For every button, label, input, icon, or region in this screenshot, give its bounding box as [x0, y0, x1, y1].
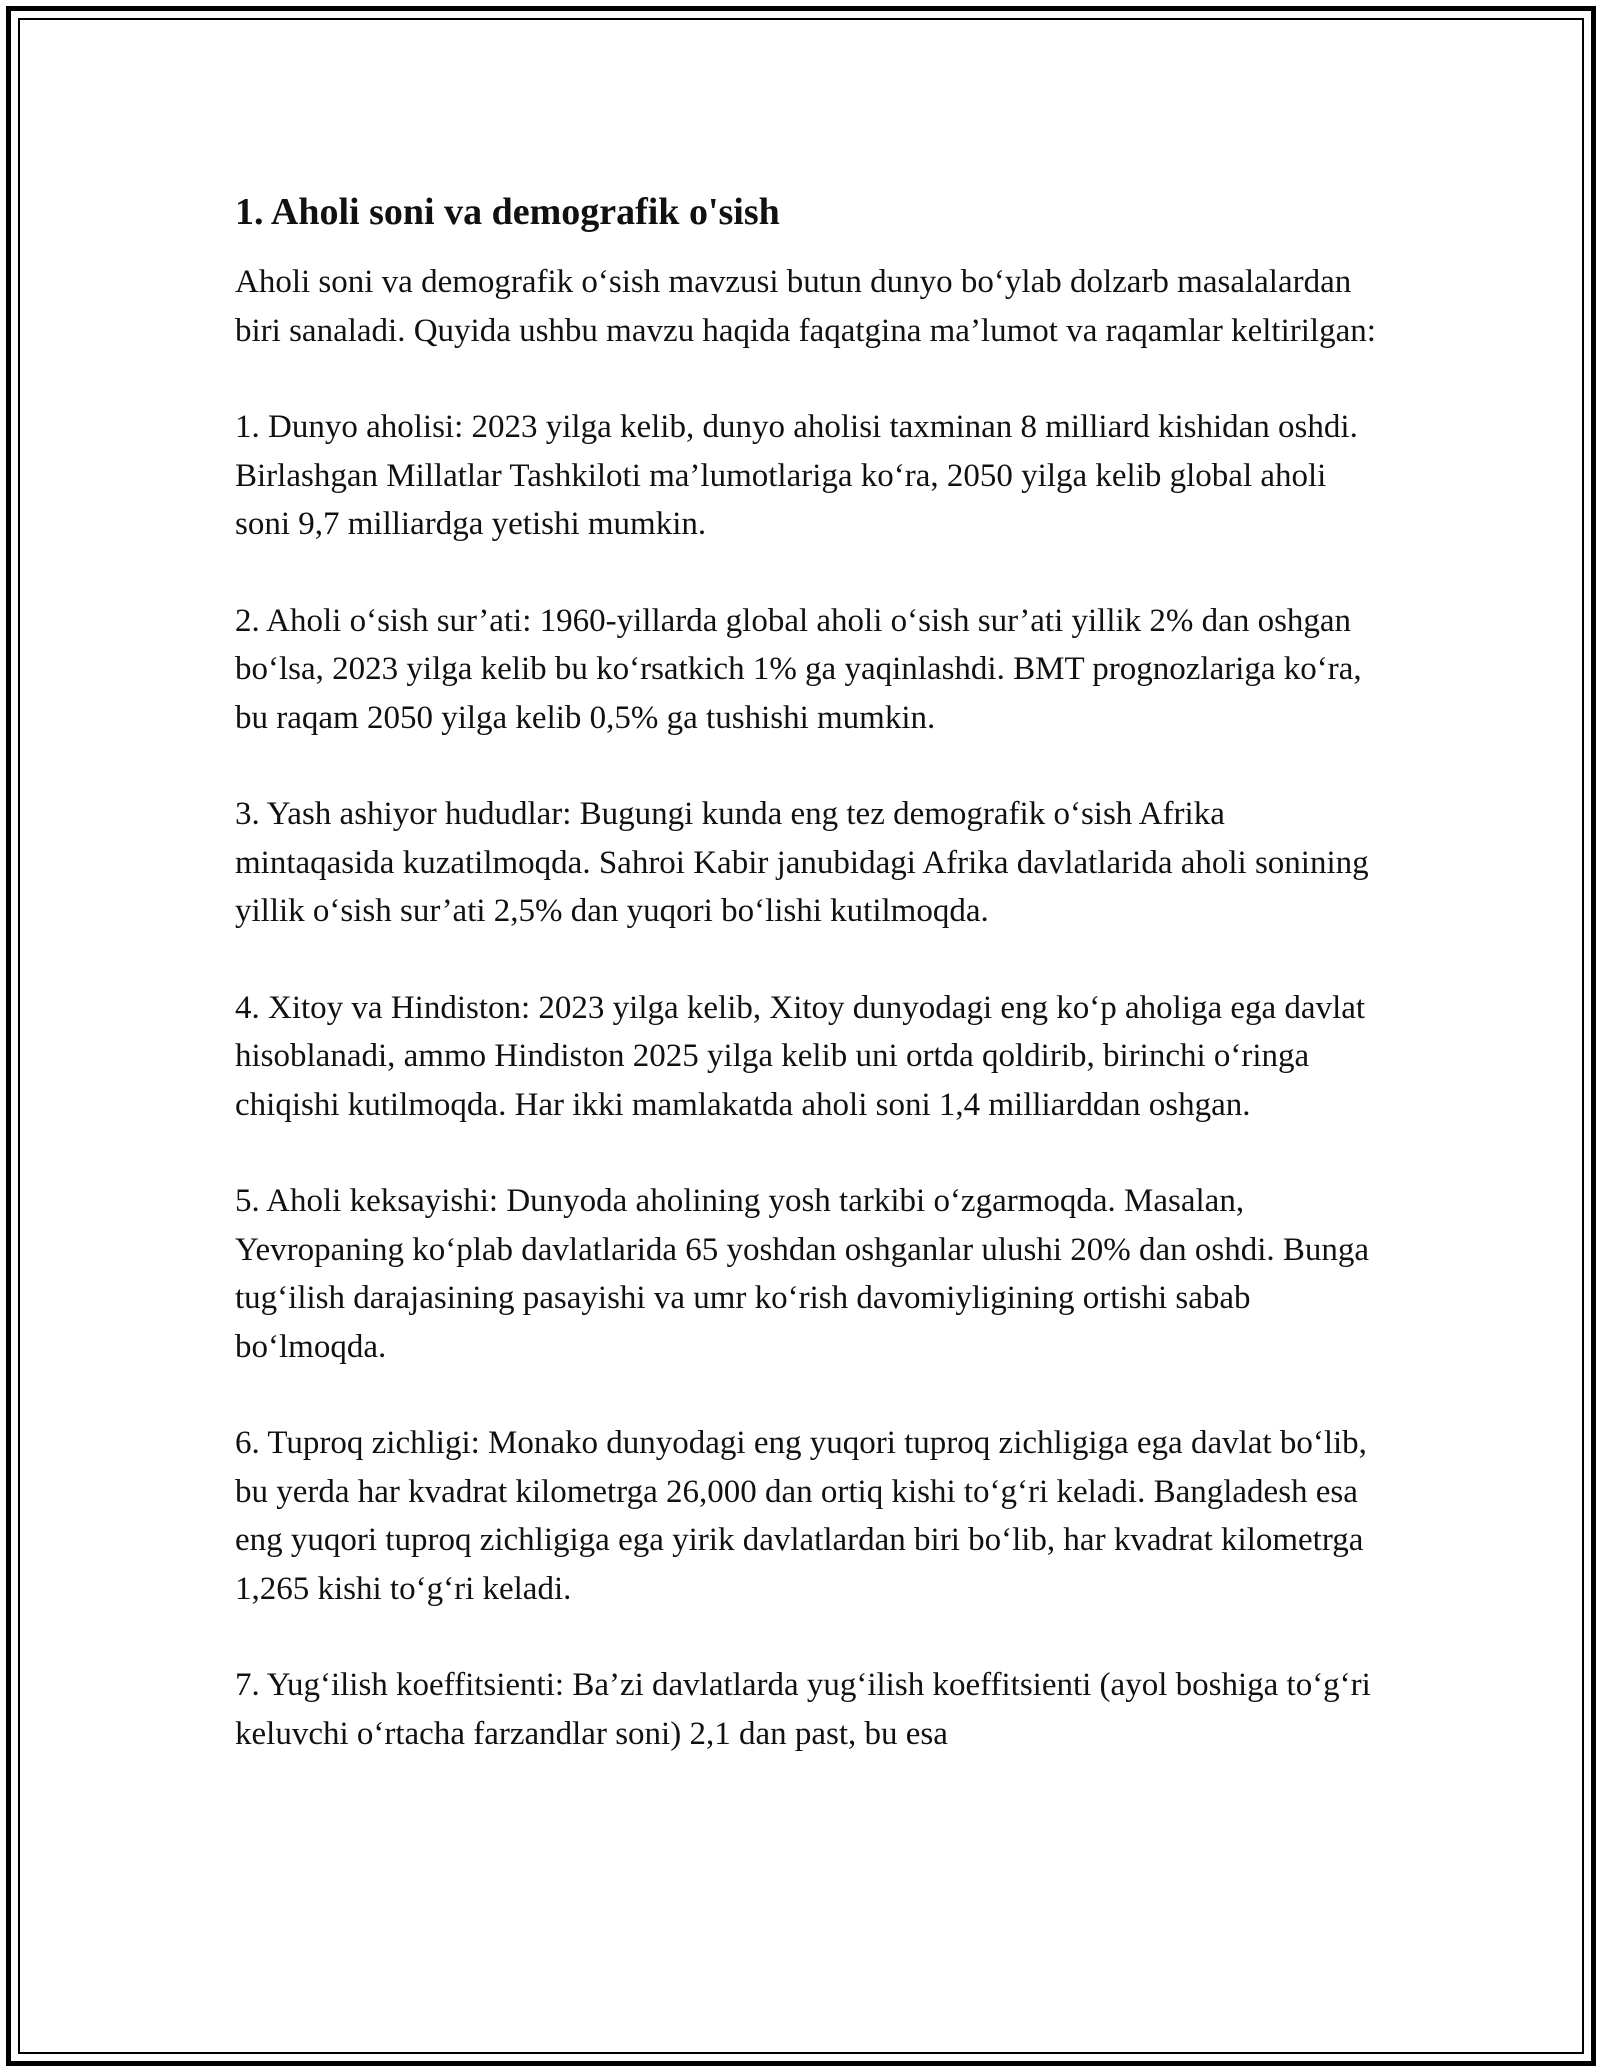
list-item-4: 4. Xitoy va Hindiston: 2023 yilga kelib, Xitoy dunyodagi eng ko‘p aholiga ega davlat hisoblanadi, ammo Hindiston 2025 yilga kelib uni ortda qoldirib, birinchi o‘ringa chiqishi kutilmoqda. Har ikki mamlakatda aholi soni 1,4 milliarddan oshgan. [235, 989, 1366, 1123]
list-item-5: 5. Aholi keksayishi: Dunyoda aholining yosh tarkibi o‘zgarmoqda. Masalan, Yevropaning ko‘plab davlatlarida 65 yoshdan oshganlar ulushi 20% dan oshdi. Bunga tug‘ilish darajasining pasayishi va umr ko‘rish davomiyligining ortishi sabab bo‘lmoqda. [235, 1183, 1370, 1365]
list-item-6: 6. Tuproq zichligi: Monako dunyodagi eng yuqori tuproq zichligiga ega davlat bo‘lib, bu yerda har kvadrat kilometrga 26,000 dan ortiq kishi to‘g‘ri keladi. Bangladesh esa eng yuqori tuproq zichligiga ega yirik davlatlardan biri bo‘lib, har kvadrat kilometrga 1,265 kishi to‘g‘ri keladi. [235, 1425, 1367, 1607]
list-item-1: 1. Dunyo aholisi: 2023 yilga kelib, dunyo aholisi taxminan 8 milliard kishidan oshdi. Birlashgan Millatlar Tashkiloti ma’lumotlariga ko‘ra, 2050 yilga kelib global aholi soni 9,7 milliardga yetishi mumkin. [235, 409, 1358, 542]
section-heading: 1. Aholi soni va demografik o'sish [235, 191, 780, 233]
intro-paragraph: Aholi soni va demografik o‘sish mavzusi butun dunyo bo‘ylab dolzarb masalalardan biri sanaladi. Quyida ushbu mavzu haqida faqatgina ma’lumot va raqamlar keltirilgan: [235, 264, 1376, 349]
list-item-2: 2. Aholi o‘sish sur’ati: 1960-yillarda global aholi o‘sish sur’ati yillik 2% dan oshgan bo‘lsa, 2023 yilga kelib bu ko‘rsatkich 1% ga yaqinlashdi. BMT prognozlariga ko‘ra, bu raqam 2050 yilga kelib 0,5% ga tushishi mumkin. [235, 602, 1362, 736]
document-body [235, 186, 1380, 1758]
list-item-3: 3. Yash ashiyor hududlar: Bugungi kunda eng tez demografik o‘sish Afrika mintaqasida kuzatilmoqda. Sahroi Kabir janubidagi Afrika davlatlarida aholi sonining yillik o‘sish sur’ati 2,5% dan yuqori bo‘lishi kutilmoqda. [235, 796, 1369, 929]
list-item-7: 7. Yug‘ilish koeffitsienti: Ba’zi davlatlarda yug‘ilish koeffitsienti (ayol boshiga to‘g‘ri keluvchi o‘rtacha farzandlar soni) 2,1 dan past, bu esa [235, 1667, 1371, 1752]
